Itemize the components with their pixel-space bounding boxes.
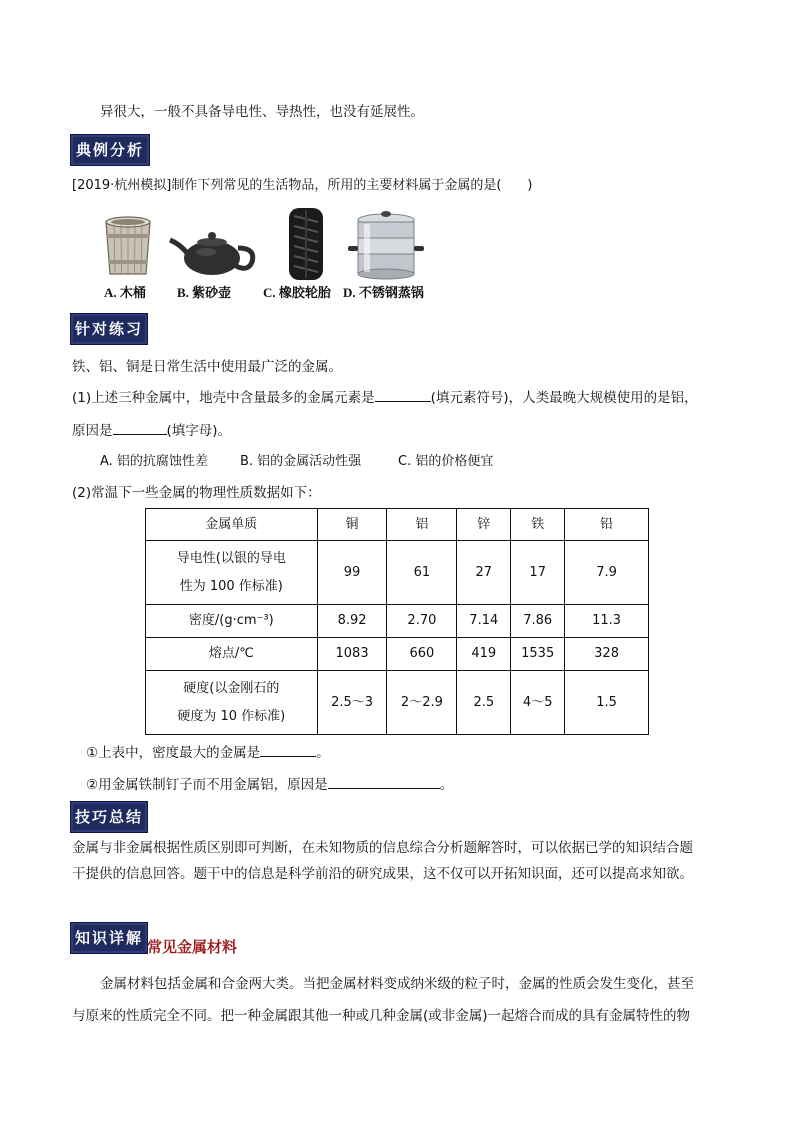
table-row	[146, 605, 649, 638]
table-cell: 660	[387, 638, 457, 671]
table-cell: 27	[457, 541, 511, 605]
table-cell: 2.5～3	[317, 671, 387, 735]
example-question: [2019·杭州模拟]制作下列常见的生活物品，所用的主要材料属于金属的是( )	[72, 178, 533, 193]
row-label	[146, 671, 318, 735]
table-cell: 7.86	[511, 605, 565, 638]
table-cell: 8.92	[317, 605, 387, 638]
sub-question-2	[86, 774, 453, 795]
table-cell: 328	[565, 638, 649, 671]
skills-text-line-1: 金属与非金属根据性质区别即可判断，在未知物质的信息综合分析题解答时，可以依据已学的知识结合题	[72, 840, 693, 856]
table-cell: 1.5	[565, 671, 649, 735]
practice-intro: 铁、铝、铜是日常生活中使用最广泛的金属。	[72, 359, 342, 375]
skills-summary-badge: 技巧总结	[70, 801, 148, 833]
table-header-row	[146, 509, 649, 541]
table-header-cell: 铝	[387, 509, 457, 541]
sub-question-2-text: ②用金属铁制钉子而不用金属铝，原因是	[86, 777, 328, 793]
table-header-cell: 铅	[565, 509, 649, 541]
table-header-cell: 铁	[511, 509, 565, 541]
question-1-text-b: (填元素符号)，人类最晚大规模使用的是铝，	[430, 390, 698, 406]
teapot-image	[166, 218, 260, 278]
question-1-line-2	[72, 420, 231, 441]
question-1-line-1	[72, 387, 698, 408]
table-cell: 7.14	[457, 605, 511, 638]
choice-b: B. 铝的金属活动性强	[240, 454, 362, 469]
table-cell: 99	[317, 541, 387, 605]
choice-a: A. 铝的抗腐蚀性差	[100, 454, 208, 469]
sub-question-1-end: 。	[316, 745, 330, 761]
table-header-cell: 锌	[457, 509, 511, 541]
metal-properties-table	[145, 508, 649, 735]
table-cell: 61	[387, 541, 457, 605]
row-label: 熔点/℃	[146, 638, 318, 671]
section-title: 常见金属材料	[147, 938, 238, 956]
tire-image	[286, 206, 326, 282]
answer-blank-reason[interactable]	[113, 420, 167, 435]
answer-blank-nail-reason[interactable]	[328, 774, 440, 789]
table-header-cell: 铜	[317, 509, 387, 541]
table-cell: 2～2.9	[387, 671, 457, 735]
table-cell: 4～5	[511, 671, 565, 735]
option-d-caption: D. 不锈钢蒸锅	[343, 285, 424, 300]
answer-blank-element[interactable]	[375, 387, 431, 402]
question-1-text-a: (1)上述三种金属中，地壳中含量最多的金属元素是	[72, 390, 375, 406]
table-cell: 1535	[511, 638, 565, 671]
question-2-intro: (2)常温下一些金属的物理性质数据如下：	[72, 485, 321, 501]
option-c-caption: C. 橡胶轮胎	[263, 285, 331, 300]
intro-line: 异很大，一般不具备导电性、导热性，也没有延展性。	[100, 104, 424, 120]
table-cell: 419	[457, 638, 511, 671]
option-a-caption: A. 木桶	[104, 285, 146, 300]
row-label-line: 硬度为 10 作标准)	[177, 708, 286, 724]
question-1-text-c: 原因是	[72, 423, 113, 439]
example-images	[90, 206, 460, 284]
row-label-line: 硬度(以金刚石的	[183, 680, 280, 696]
steamer-pot-image	[346, 208, 426, 282]
table-cell: 7.9	[565, 541, 649, 605]
row-label: 密度/(g·cm⁻³)	[146, 605, 318, 638]
wooden-bucket-image	[102, 212, 154, 278]
knowledge-text-line-1: 金属材料包括金属和合金两大类。当把金属材料变成纳米级的粒子时，金属的性质会发生变化，甚至	[100, 976, 694, 992]
table-cell: 17	[511, 541, 565, 605]
table-cell: 11.3	[565, 605, 649, 638]
sub-question-1-text: ①上表中，密度最大的金属是	[86, 745, 261, 761]
table-cell: 1083	[317, 638, 387, 671]
skills-text-line-2: 干提供的信息回答。题干中的信息是科学前沿的研究成果，这不仅可以开拓知识面，还可以提高求知欲。	[72, 866, 693, 882]
knowledge-badge: 知识详解	[70, 922, 148, 954]
sub-question-2-end: 。	[439, 777, 454, 793]
sub-question-1	[86, 742, 330, 763]
row-label	[146, 541, 318, 605]
question-1-text-d: (填字母)。	[166, 423, 232, 439]
table-row	[146, 541, 649, 605]
answer-blank-densest[interactable]	[260, 742, 316, 757]
knowledge-text-line-2: 与原来的性质完全不同。把一种金属跟其他一种或几种金属(或非金属)一起熔合而成的具有金属特性的物	[72, 1008, 691, 1024]
choice-c: C. 铝的价格便宜	[398, 454, 494, 469]
example-analysis-badge: 典例分析	[70, 134, 150, 166]
table-header-cell: 金属单质	[146, 509, 318, 541]
row-label-line: 导电性(以银的导电	[176, 550, 286, 566]
option-b-caption: B. 紫砂壶	[177, 285, 232, 300]
practice-badge: 针对练习	[70, 313, 148, 345]
row-label-line: 性为 100 作标准)	[179, 578, 283, 594]
table-cell: 2.70	[387, 605, 457, 638]
table-row	[146, 671, 649, 735]
table-cell: 2.5	[457, 671, 511, 735]
table-row	[146, 638, 649, 671]
